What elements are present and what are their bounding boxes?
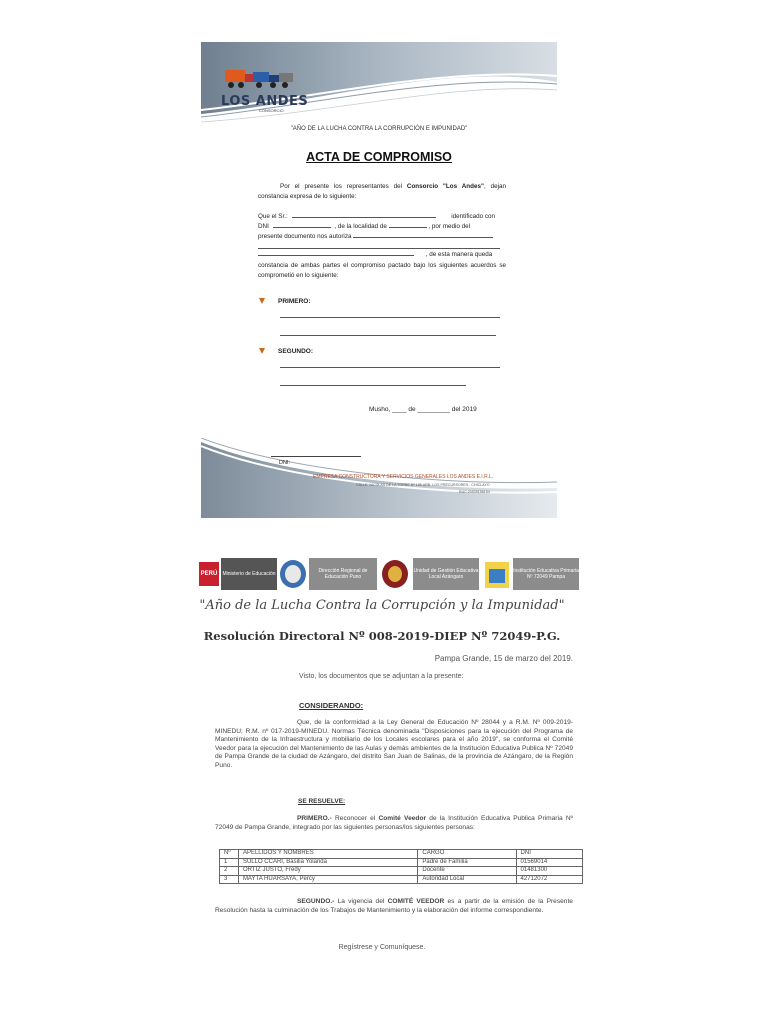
- table-cell: 01481300: [516, 867, 582, 876]
- pointer-bullet-icon: [258, 348, 266, 355]
- acta-de-compromiso-document: [201, 42, 557, 518]
- item-primero: [258, 298, 311, 305]
- place-date-line: Musho, ____ de _________ del 2019: [369, 406, 477, 413]
- form-line-1: [258, 212, 506, 222]
- blank-line[interactable]: [280, 367, 500, 368]
- form-label-autoriza: presente documento nos autoriza: [258, 233, 352, 240]
- table-cell: 42712072: [516, 875, 582, 884]
- intro-text-c: , dejan constancia expresa de lo siguiente:: [258, 183, 506, 200]
- form-label-dni: DNI: [258, 223, 269, 230]
- authorization-blank[interactable]: [353, 237, 493, 238]
- item-segundo-label: SEGUNDO:: [278, 348, 314, 356]
- form-line-3: [258, 232, 506, 242]
- form-label-sr: Que el Sr.:: [258, 213, 288, 220]
- peru-emblem: PERÚ: [199, 562, 219, 586]
- comite-veedor-name: Comité Veedor: [378, 815, 427, 822]
- primero-label: PRIMERO.-: [297, 815, 332, 822]
- primero-text-a: Reconocer el: [335, 815, 376, 822]
- company-logo-subtext: CONSORCIO: [259, 108, 284, 113]
- committee-members-table: [219, 849, 583, 884]
- blank-line[interactable]: [280, 385, 466, 386]
- intro-text-a: Por el presente los representantes del: [280, 183, 403, 190]
- form-label-localidad: , de la localidad de: [334, 223, 387, 230]
- blank-line[interactable]: [280, 335, 496, 336]
- visto-line: Visto, los documentos que se adjuntan a la presente:: [299, 673, 464, 680]
- primero-paragraph: [215, 815, 573, 832]
- signature-line[interactable]: [271, 456, 361, 457]
- resolucion-directoral-document: [181, 556, 583, 966]
- table-cell: Docente: [418, 867, 516, 876]
- table-row: [220, 867, 583, 876]
- logo-ugel-azangaro: Unidad de Gestión Educativa Local Azángaro: [413, 558, 479, 590]
- header-cell: DNI: [516, 850, 582, 859]
- dre-puno-seal-icon: [279, 559, 307, 589]
- table-cell: SULLO CCARI, Basilia Yolanda: [238, 858, 417, 867]
- ugel-seal-icon: [381, 559, 409, 589]
- company-logo-text: LOS ANDES: [221, 94, 309, 109]
- table-row: [220, 875, 583, 884]
- form-line-5: [258, 250, 506, 260]
- trucks-logo-image: [223, 66, 297, 94]
- segundo-text-c: es a partir de la emisión de la Presente Resolución hasta la culminación de los Trabajos de Mantenimiento y la elaboración del informe correspondiente.: [215, 898, 573, 914]
- pointer-bullet-icon: [258, 298, 266, 305]
- footer-company-name: EMPRESA CONSTRUCTORA Y SERVICIOS GENERALES LOS ANDES E.I.R.L.: [313, 474, 494, 480]
- header-cell: APELLIDOS Y NOMBRES: [238, 850, 417, 859]
- signature-dni-label: DNI:: [279, 460, 290, 466]
- institution-logos-banner: [181, 556, 583, 594]
- intro-paragraph: [258, 182, 506, 201]
- table-cell: 2: [220, 867, 239, 876]
- form-label-por-medio: , por medio del: [428, 223, 471, 230]
- primero-text-c: de la Institución Educativa Publica Primaria Nº 72049 de Pampa Grande, integrado por las siguientes personas/los siguientes personas:: [215, 815, 573, 831]
- header-cell: CARGO: [418, 850, 516, 859]
- agreement-paragraph: constancia de ambas partes el compromiso pactado bajo los siguientes acuerdos se comprometió en lo siguiente:: [258, 262, 506, 279]
- resolution-title: Resolución Directoral Nº 008-2019-DIEP Nº 72049-P.G.: [203, 629, 561, 643]
- comite-veedor-caps: COMITÉ VEEDOR: [387, 898, 445, 905]
- considerando-paragraph: [215, 719, 573, 771]
- table-row: [220, 858, 583, 867]
- header-cell: Nº: [220, 850, 239, 859]
- table-cell: MAYTA HUARSAYA, Percy: [238, 875, 417, 884]
- resolution-date: Pampa Grande, 15 de marzo del 2019.: [434, 654, 573, 663]
- footer-ruc: RUC:20539158154: [459, 490, 490, 494]
- table-cell: Padre de Familia: [418, 858, 516, 867]
- form-line-2: [258, 222, 506, 232]
- footer-address: CALLE: NICOLAS DE LA TORRE Nº 185 URB. LOS PRECURSORES - CHICLAYO: [356, 483, 490, 487]
- se-resuelve-heading: SE RESUELVE:: [298, 798, 346, 805]
- blank-line[interactable]: [258, 255, 414, 256]
- segundo-text-a: La vigencia del: [337, 898, 385, 905]
- closing-line: Regístrese y Comuníquese.: [338, 944, 426, 951]
- table-cell: 3: [220, 875, 239, 884]
- consortium-name: Consorcio "Los Andes": [406, 183, 484, 190]
- locality-blank[interactable]: [389, 227, 427, 228]
- table-header-row: [220, 850, 583, 859]
- segundo-label: SEGUNDO.-: [297, 898, 335, 905]
- table-cell: 1: [220, 858, 239, 867]
- item-segundo: [258, 348, 313, 355]
- form-label-identificado: identificado con: [451, 213, 496, 220]
- form-label-de-esta-manera: , de esta manera queda: [425, 251, 493, 258]
- logo-school: Institución Educativa Primaria Nº 72049 Pampa: [513, 558, 579, 590]
- year-motto: "Año de la Lucha Contra la Corrupción y la Impunidad": [199, 598, 565, 613]
- blank-line[interactable]: [280, 317, 500, 318]
- logo-minedu: Ministerio de Educación: [221, 558, 277, 590]
- table-cell: ORTIZ JUSTO, Fredy: [238, 867, 417, 876]
- name-blank[interactable]: [292, 217, 436, 218]
- dni-blank[interactable]: [273, 227, 331, 228]
- segundo-paragraph: [215, 898, 573, 915]
- document-title: ACTA DE COMPROMISO: [306, 150, 452, 164]
- table-cell: 01569014: [516, 858, 582, 867]
- logo-dre-puno: Dirección Regional de Educación Puno: [309, 558, 377, 590]
- school-crest-icon: [483, 559, 511, 589]
- considerando-heading: CONSIDERANDO:: [299, 701, 364, 710]
- table-cell: Autoridad Local: [418, 875, 516, 884]
- item-primero-label: PRIMERO:: [278, 298, 311, 306]
- blank-line[interactable]: [258, 248, 500, 249]
- considerando-text: Que, de la conformidad a la Ley General de Educación Nº 28044 y a R.M. Nº 009-2019-MINEDU; R.M. nº 017-2019-MINEDU. Normas Técnica denominada "Disposiciones para la ejecución del Programa de Mantenimiento de la Infraestructura y mobiliario de los Locales escolares para el año 2019", se conforma el Comité Veedor para la ejecución del Mantenimiento de las Aulas y demás ambientes de la Institución Educativa Publica Nº 72049 de Pampa Grande de la ciudad de Azángaro, del distrito San Juan de Salinas, de la provincia de Azángaro, de la Región Puno.: [215, 719, 573, 769]
- year-motto: "AÑO DE LA LUCHA CONTRA LA CORRUPCIÓN E IMPUNIDAD": [290, 126, 468, 132]
